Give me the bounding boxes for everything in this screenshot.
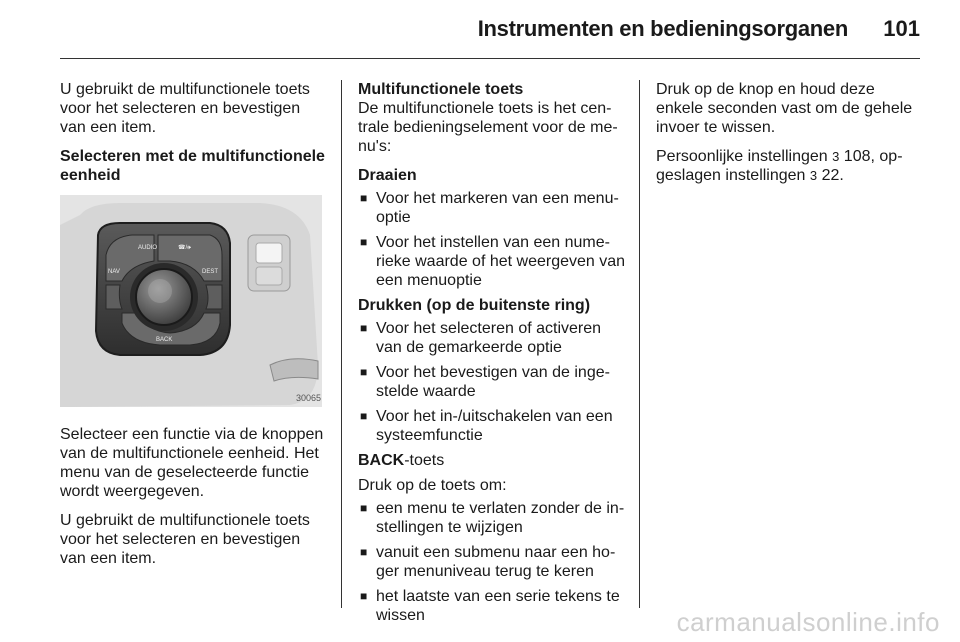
back-key-suffix: -toets [404, 452, 445, 469]
figure-number: 30065 [296, 393, 322, 403]
bullet-icon: ■ [360, 365, 368, 379]
list-item-text: vanuit een submenu naar een hoger menuniveau terug te keren [376, 544, 616, 580]
back-key-label: BACK [358, 452, 405, 469]
bullet-list [358, 499, 626, 625]
list-item-text: Voor het selecteren of activeren van de gemarkeerde optie [376, 320, 602, 356]
list-item [358, 499, 626, 537]
bullet-icon: ■ [360, 589, 368, 603]
list-item [358, 407, 626, 445]
nav-label: NAV [108, 269, 120, 275]
bullet-list [358, 319, 626, 445]
subsection-heading: Draaien [358, 167, 417, 184]
text-fragment: Persoonlijke instellingen [656, 148, 833, 165]
bullet-icon: ■ [360, 409, 368, 423]
subsection-heading: Drukken (op de buitenste ring) [358, 297, 591, 314]
list-item-text: een menu te verlaten zonder de instellingen te wijzigen [376, 500, 625, 536]
column-2 [358, 80, 626, 631]
cross-reference-paragraph [656, 147, 926, 185]
list-item-text: het laatste van een serie tekens te wissen [376, 588, 620, 624]
watermark: carmanualsonline.info [676, 607, 940, 637]
column-divider [639, 80, 640, 608]
page-header [0, 0, 960, 56]
section-heading: Multifunctionele toets [358, 81, 524, 98]
phone-label: ☎/🕪 [178, 245, 191, 251]
back-key-heading [358, 451, 626, 470]
page-reference-link[interactable]: 108 [843, 148, 871, 165]
bullet-icon: ■ [360, 501, 368, 515]
bullet-icon: ■ [360, 321, 368, 335]
list-item-text: Voor het bevestigen van de ingestelde waarde [376, 364, 610, 400]
bullet-icon: ■ [360, 545, 368, 559]
header-divider [60, 58, 920, 59]
list-item [358, 543, 626, 581]
column-3 [656, 80, 926, 195]
page-reference-icon: 3 [809, 168, 818, 183]
page-title: Instrumenten en bedieningsorganen [477, 16, 848, 41]
list-item [358, 189, 626, 227]
text-fragment: , opgeslagen instellingen [656, 148, 903, 184]
multifunction-unit-figure [60, 195, 322, 407]
paragraph: Selecteer een functie via de knoppen van de multifunctionele eenheid. Het menu van de geselecteerde functie wordt weergegeven. [60, 426, 324, 500]
column-divider [341, 80, 342, 608]
paragraph: Druk op de knop en houd deze enkele seconden vast om de gehele invoer te wissen. [656, 81, 913, 136]
multifunction-unit-illustration [60, 195, 322, 407]
back-intro: Druk op de toets om: [358, 477, 507, 494]
list-item [358, 319, 626, 357]
list-item-text: Voor het markeren van een menuoptie [376, 190, 619, 226]
dest-label: DEST [202, 269, 219, 275]
page-reference-icon: 3 [832, 149, 840, 164]
list-item-text: Voor het in-/uitschakelen van een systeemfunctie [376, 408, 613, 444]
intro-paragraph: U gebruikt de multifunctionele toets voor het selecteren en bevestigen van een item. [60, 81, 310, 136]
bullet-list [358, 189, 626, 290]
page-reference-link[interactable]: 22 [821, 167, 840, 184]
audio-label: AUDIO [138, 245, 158, 251]
bullet-icon: ■ [360, 235, 368, 249]
text-fragment: . [839, 167, 844, 184]
page-number: 101 [883, 16, 920, 41]
list-item-text: Voor het instellen van een numerieke waarde of het weergeven van een menuoptie [376, 234, 626, 289]
bullet-icon: ■ [360, 191, 368, 205]
section-heading: Selecteren met de multifunctionele eenheid [60, 148, 325, 184]
intro-paragraph: De multifunctionele toets is het centrale bedieningselement voor de menu's: [358, 100, 618, 155]
paragraph: U gebruikt de multifunctionele toets voor het selecteren en bevestigen van een item. [60, 512, 310, 567]
list-item [358, 363, 626, 401]
column-1 [60, 80, 328, 578]
list-item [358, 233, 626, 290]
list-item [358, 587, 626, 625]
back-label: BACK [156, 337, 173, 343]
